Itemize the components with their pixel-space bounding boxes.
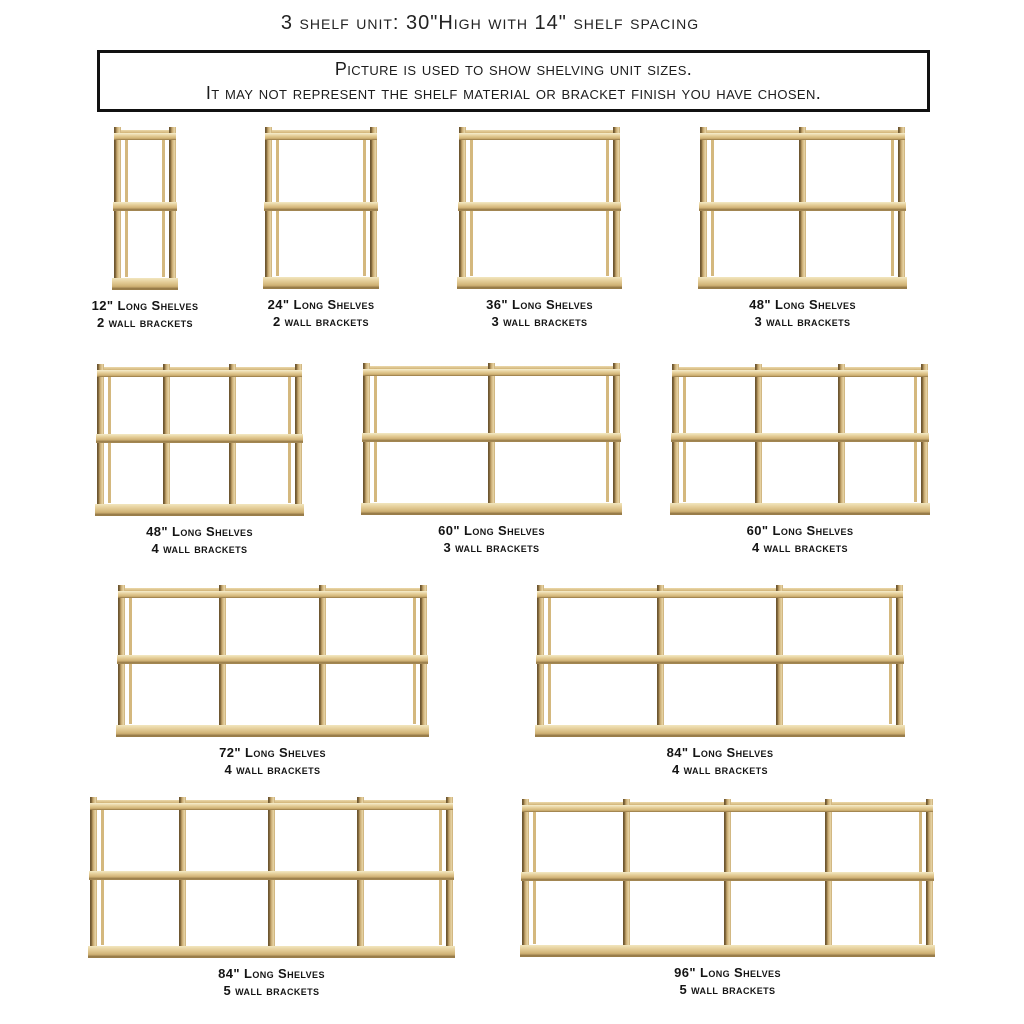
unit-size-label: 48" Long Shelves xyxy=(146,524,253,539)
shelf-board-bottom xyxy=(263,277,379,289)
shelf-board-top xyxy=(114,133,176,140)
shelf-board-middle xyxy=(113,202,177,211)
shelf-frame-illustration xyxy=(265,127,377,289)
unit-label xyxy=(608,964,848,998)
unit-brackets-label: 5 wall brackets xyxy=(223,983,320,998)
shelf-board-top xyxy=(265,133,377,140)
unit-label xyxy=(372,522,612,556)
shelf-board-top xyxy=(118,591,427,598)
shelf-board-bottom xyxy=(698,277,907,289)
shelf-board-middle xyxy=(699,202,906,211)
unit-label xyxy=(600,744,840,778)
shelf-board-middle xyxy=(671,433,929,442)
shelf-board-top xyxy=(97,370,302,377)
shelf-board-bottom xyxy=(535,725,905,737)
unit-brackets-label: 4 wall brackets xyxy=(224,762,321,777)
shelf-unit-1 xyxy=(91,127,199,330)
unit-size-label: 72" Long Shelves xyxy=(219,745,326,760)
unit-brackets-label: 2 wall brackets xyxy=(273,314,369,329)
shelf-board-top xyxy=(459,133,620,140)
shelf-board-bottom xyxy=(457,277,622,289)
shelf-board-middle xyxy=(117,655,428,664)
shelf-frame-illustration xyxy=(672,364,928,515)
unit-size-label: 84" Long Shelves xyxy=(666,745,774,760)
shelf-board-bottom xyxy=(88,946,455,958)
shelf-frame-illustration xyxy=(97,364,302,516)
unit-size-label: 60" Long Shelves xyxy=(746,523,854,538)
shelf-unit-6 xyxy=(363,363,620,555)
unit-brackets-label: 2 wall brackets xyxy=(97,315,193,330)
shelf-board-top xyxy=(363,369,620,376)
shelf-unit-5 xyxy=(97,364,302,556)
shelf-frame-illustration xyxy=(522,799,933,957)
unit-brackets-label: 3 wall brackets xyxy=(443,540,540,555)
unit-label xyxy=(153,744,393,778)
unit-brackets-label: 5 wall brackets xyxy=(679,982,776,997)
unit-label xyxy=(152,965,392,999)
unit-brackets-label: 4 wall brackets xyxy=(151,541,248,556)
shelf-board-bottom xyxy=(361,503,622,515)
shelf-frame-illustration xyxy=(363,363,620,515)
shelf-board-top xyxy=(522,805,933,812)
unit-brackets-label: 4 wall brackets xyxy=(752,540,848,555)
shelf-board-bottom xyxy=(670,503,930,515)
shelf-frame-illustration xyxy=(90,797,453,958)
shelf-board-middle xyxy=(264,202,378,211)
shelf-board-top xyxy=(90,803,453,810)
shelf-board-middle xyxy=(458,202,621,211)
unit-brackets-label: 4 wall brackets xyxy=(672,762,768,777)
shelf-unit-10 xyxy=(90,797,453,998)
shelf-unit-4 xyxy=(700,127,905,329)
unit-label xyxy=(420,296,660,330)
shelf-board-top xyxy=(537,591,903,598)
unit-size-label: 96" Long Shelves xyxy=(674,965,781,980)
unit-size-label: 24" Long Shelves xyxy=(267,297,375,312)
shelf-board-bottom xyxy=(520,945,935,957)
shelf-frame-illustration xyxy=(537,585,903,737)
shelf-board-bottom xyxy=(95,504,304,516)
shelf-board-middle xyxy=(362,433,621,442)
shelf-unit-8 xyxy=(118,585,427,777)
shelf-unit-11 xyxy=(522,799,933,997)
shelf-board-top xyxy=(700,133,905,140)
shelf-board-middle xyxy=(96,434,303,443)
unit-brackets-label: 3 wall brackets xyxy=(754,314,851,329)
unit-size-label: 36" Long Shelves xyxy=(486,297,593,312)
shelf-board-bottom xyxy=(112,278,178,290)
shelf-board-middle xyxy=(89,871,454,880)
unit-label xyxy=(201,296,441,330)
shelf-board-top xyxy=(672,370,928,377)
unit-brackets-label: 3 wall brackets xyxy=(491,314,588,329)
shelf-frame-illustration xyxy=(459,127,620,289)
shelf-frame-illustration xyxy=(700,127,905,289)
shelf-board-middle xyxy=(521,872,934,881)
shelf-board-bottom xyxy=(116,725,429,737)
notice-line-2: It may not represent the shelf material or bracket finish you have chosen. xyxy=(205,83,822,103)
shelf-unit-7 xyxy=(672,364,928,555)
unit-label xyxy=(80,523,320,557)
unit-size-label: 60" Long Shelves xyxy=(438,523,545,538)
unit-label xyxy=(680,522,920,556)
shelf-unit-9 xyxy=(537,585,903,777)
unit-size-label: 12" Long Shelves xyxy=(91,298,199,313)
shelf-board-middle xyxy=(536,655,904,664)
shelf-unit-2 xyxy=(265,127,377,329)
unit-label xyxy=(683,296,923,330)
notice-line-1: Picture is used to show shelving unit sizes. xyxy=(334,59,693,79)
shelf-frame-illustration xyxy=(118,585,427,737)
unit-size-label: 48" Long Shelves xyxy=(749,297,856,312)
page-title: 3 shelf unit: 30"High with 14" shelf spacing xyxy=(280,12,700,34)
shelf-unit-3 xyxy=(459,127,620,329)
unit-size-label: 84" Long Shelves xyxy=(218,966,325,981)
shelf-frame-illustration xyxy=(114,127,176,290)
